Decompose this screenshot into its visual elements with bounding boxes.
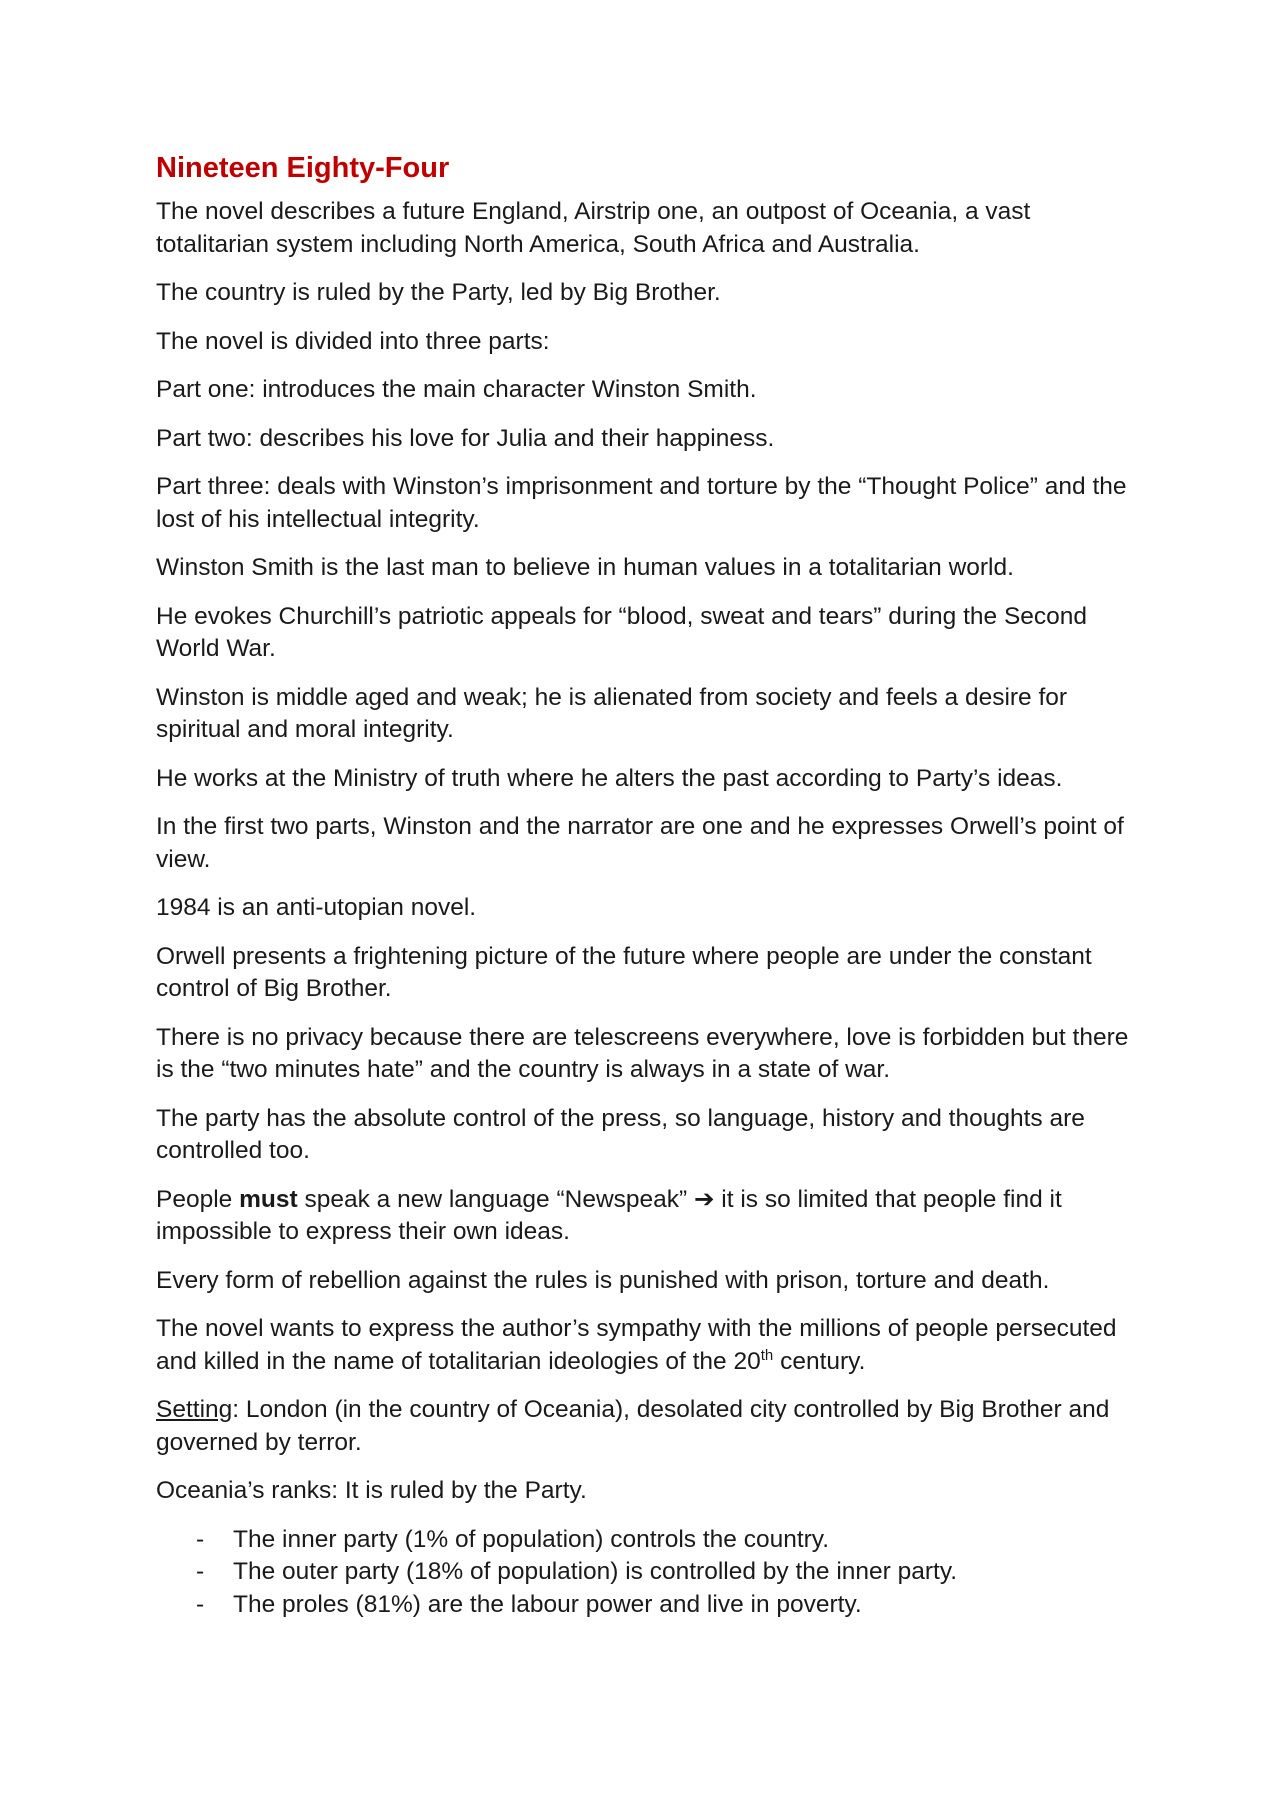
newspeak-paragraph [156, 1184, 1130, 1249]
ranks-list [156, 1524, 1130, 1622]
paragraph: Part two: describes his love for Julia and their happiness. [156, 424, 775, 452]
paragraph: The novel describes a future England, Airstrip one, an outpost of Oceania, a vast totalitarian system including North America, South Africa and Australia. [156, 198, 1031, 258]
setting-text: : London (in the country of Oceania), desolated city controlled by Big Brother and governed by terror. [156, 1396, 1110, 1456]
paragraph: He works at the Ministry of truth where he alters the past according to Party’s ideas. [156, 764, 1063, 792]
paragraph: The country is ruled by the Party, led by Big Brother. [156, 279, 721, 306]
ranks-intro: Oceania’s ranks: It is ruled by the Party. [156, 1477, 587, 1504]
paragraph: Part one: introduces the main character Winston Smith. [156, 376, 757, 403]
list-dash: - [196, 1590, 205, 1618]
newspeak-before: People [156, 1185, 240, 1213]
paragraph: The novel is divided into three parts: [156, 327, 550, 355]
setting-paragraph [156, 1394, 1130, 1459]
paragraph: Winston Smith is the last man to believe in human values in a totalitarian world. [156, 554, 1014, 581]
list-dash: - [196, 1525, 205, 1553]
paragraph: He evokes Churchill’s patriotic appeals for “blood, sweat and tears” during the Second World War. [156, 602, 1088, 662]
paragraph: 1984 is an anti-utopian novel. [156, 894, 477, 921]
list-item-text: The inner party (1% of population) controls the country. [233, 1525, 830, 1553]
paragraph: Winston is middle aged and weak; he is alienated from society and feels a desire for spiritual and moral integrity. [156, 683, 1068, 743]
newspeak-after: speak a new language “Newspeak” ➔ it is so limited that people find it impossible to express their own ideas. [156, 1185, 1062, 1245]
list-item [156, 1589, 1130, 1622]
list-item-text: The outer party (18% of population) is controlled by the inner party. [233, 1558, 958, 1585]
sympathy-paragraph [156, 1313, 1130, 1378]
paragraph: Orwell presents a frightening picture of the future where people are under the constant control of Big Brother. [156, 942, 1092, 1002]
newspeak-bold: must [239, 1185, 298, 1213]
paragraph: Part three: deals with Winston’s imprisonment and torture by the “Thought Police” and the lost of his intellectual integrity. [156, 473, 1127, 533]
setting-label: Setting [156, 1396, 233, 1423]
paragraph: There is no privacy because there are telescreens everywhere, love is forbidden but there is the “two minutes hate” and the country is always in a state of war. [156, 1023, 1129, 1083]
paragraph: In the first two parts, Winston and the narrator are one and he expresses Orwell’s point of view. [156, 813, 1124, 873]
page-title: Nineteen Eighty-Four [156, 152, 450, 184]
sympathy-sup: th [760, 1346, 774, 1364]
rebellion-paragraph: Every form of rebellion against the rules is punished with prison, torture and death. [156, 1266, 1050, 1294]
sympathy-text: The novel wants to express the author’s sympathy with the millions of people persecuted and killed in the name of totalitarian ideologies of the 20 [156, 1315, 1117, 1375]
paragraph: The party has the absolute control of the press, so language, history and thoughts are controlled too. [156, 1104, 1085, 1164]
list-item [156, 1524, 1130, 1557]
list-item-text: The proles (81%) are the labour power and live in poverty. [233, 1590, 862, 1618]
sympathy-after: century. [773, 1347, 866, 1375]
list-dash: - [196, 1558, 205, 1585]
list-item [156, 1556, 1130, 1589]
